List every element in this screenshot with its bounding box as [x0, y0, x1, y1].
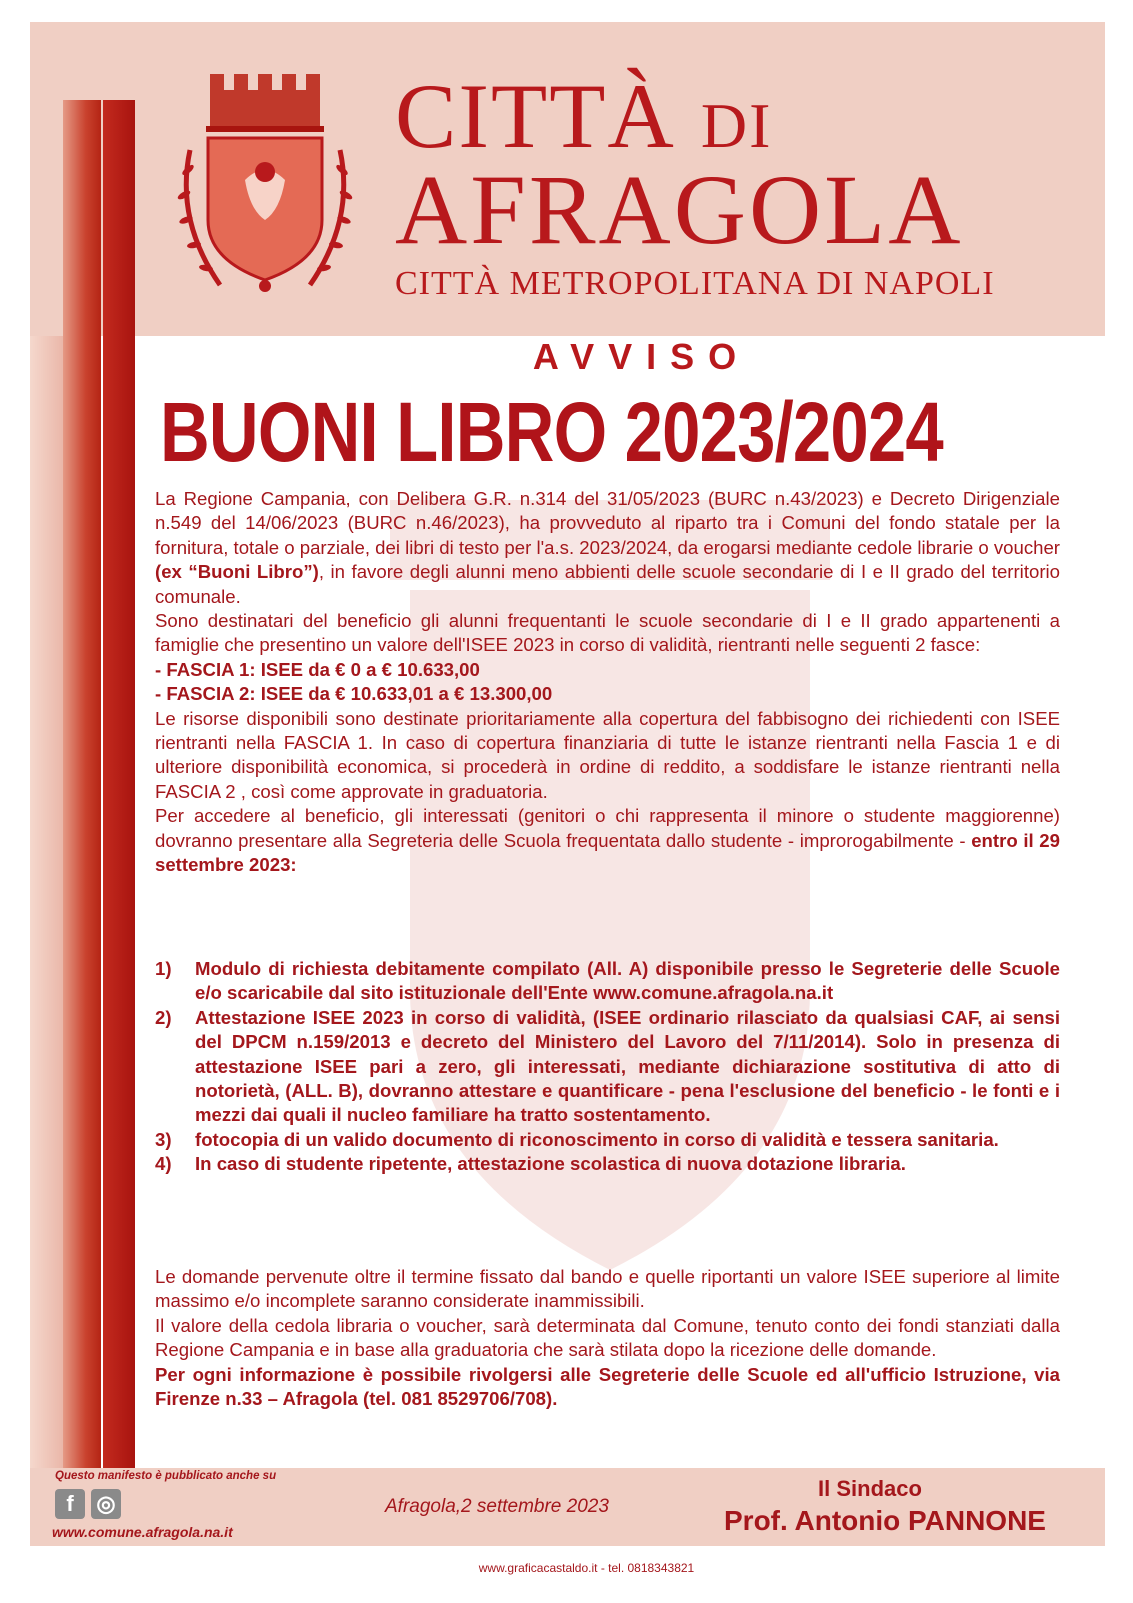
list-item — [155, 957, 1060, 1006]
list-item-number: 4) — [155, 1153, 172, 1175]
notice-label: AVVISO — [532, 336, 751, 377]
list-item-text: In caso di studente ripetente, attestazione scolastica di nuova dotazione libraria. — [195, 1153, 906, 1175]
instagram-icon[interactable]: ◎ — [91, 1489, 121, 1519]
list-item-number: 1) — [155, 958, 172, 979]
body-p1-bold: (ex “Buoni Libro”) — [155, 561, 319, 583]
mayor-label: Il Sindaco — [818, 1476, 922, 1501]
left-stripe-light — [30, 336, 66, 1496]
closing-paragraph-2: Il valore della cedola libraria o voucher, sarà determinata dal Comune, tenuto conto dei fondi stanziati dalla Regione Campania e in base alla graduatoria che sarà stilata dopo la ricezione delle domande. — [155, 1314, 1060, 1361]
body-paragraph-4 — [155, 804, 1060, 877]
fascia-1: - FASCIA 1: ISEE da € 0 a € 10.633,00 — [155, 658, 480, 680]
notice-title: BUONI LIBRO 2023/2024 — [160, 385, 943, 479]
city-title-afragola: AFRAGOLA — [395, 154, 964, 265]
list-item-number: 2) — [155, 1006, 172, 1028]
body-text — [155, 487, 1060, 878]
crest-emblem-icon — [170, 60, 360, 300]
left-stripe-gradient — [63, 100, 101, 1495]
left-stripe-dark — [103, 100, 135, 1495]
closing-text — [155, 1265, 1060, 1411]
footer-date: Afragola,2 settembre 2023 — [385, 1496, 609, 1517]
list-item-text: Attestazione ISEE 2023 in corso di validità, (ISEE ordinario rilasciato da qualsiasi CAF, ai sensi del DPCM n.159/2013 e decreto del Ministero del Lavoro del 7/11/2014). Solo in presenza di attestazione ISEE pari a zero, gli interessati, mediante dichiarazione sostitutiva di atto di notorietà, (ALL. B), dovranno attestare e quantificare - pena l'esclusione del beneficio - le fonti e i mezzi dai quali il nucleo familiare ha tratto sostentamento. — [195, 1006, 1060, 1126]
list-item — [155, 1128, 1060, 1152]
footer-website-link[interactable]: www.comune.afragola.na.it — [52, 1524, 233, 1540]
body-p1-end: , in favore degli alunni meno abbienti delle scuole secondarie di I e II grado del territorio comunale. — [155, 561, 1060, 607]
body-p1-text: La Regione Campania, con Delibera G.R. n.314 del 31/05/2023 (BURC n.43/2023) e Decreto Dirigenziale n.549 del 14/06/2023 (BURC n.46/2023), ha provveduto al riparto tra i Comuni del fondo statale per la fornitura, totale o parziale, dei libri di testo per l'a.s. 2023/2024, da erogarsi mediante cedole librarie o voucher — [155, 488, 1060, 558]
requirements-list — [155, 957, 1060, 1177]
mayor-name: Prof. Antonio PANNONE — [724, 1505, 1046, 1536]
deadline-text: entro il 29 settembre 2023: — [155, 829, 1060, 876]
list-item — [155, 1152, 1060, 1176]
list-item — [155, 1006, 1060, 1128]
social-icons — [55, 1489, 121, 1519]
closing-paragraph-1: Le domande pervenute oltre il termine fissato dal bando e quelle riportanti un valore ISEE superiore al limite massimo e/o incomplete saranno considerate inammissibili. — [155, 1266, 1060, 1312]
body-paragraph-3: Le risorse disponibili sono destinate prioritariamente alla copertura del fabbisogno dei richiedenti con ISEE rientranti nella FASCIA 1. In caso di copertura finanziaria di tutte le istanze rientranti nella Fascia 1 e di ulteriore disponibilità economica, si procederà in ordine di reddito, a soddisfare le istanze rientranti nella FASCIA 2 , così come approvate in graduatoria. — [155, 707, 1060, 802]
city-subtitle: CITTÀ METROPOLITANA DI NAPOLI — [395, 265, 995, 302]
list-item-text: fotocopia di un valido documento di riconoscimento in corso di validità e tessera sanitaria. — [195, 1128, 999, 1150]
footer-note: Questo manifesto è pubblicato anche su — [55, 1470, 277, 1482]
body-paragraph-1 — [155, 487, 1060, 609]
fascia-2: - FASCIA 2: ISEE da € 10.633,01 a € 13.300,00 — [155, 683, 553, 705]
city-title-di: DI — [700, 90, 773, 161]
list-item-number: 3) — [155, 1128, 172, 1150]
closing-contact-info: Per ogni informazione è possibile rivolgersi alle Segreterie delle Scuole ed all'ufficio Istruzione, via Firenze n.33 – Afragola (tel. 081 8529706/708). — [155, 1363, 1060, 1410]
city-title-citta: CITTÀ — [395, 65, 676, 167]
body-paragraph-2: Sono destinatari del beneficio gli alunni frequentanti le scuole secondarie di I e II grado appartenenti a famiglie che presentino un valore dell'ISEE 2023 in corso di validità, rientranti nelle seguenti 2 fasce: — [155, 610, 1060, 656]
body-p4-text: Per accedere al beneficio, gli interessati (genitori o chi rappresenta il minore o studente maggiorenne) dovranno presentare alla Segreteria delle Scuola frequentata dallo studente - improrogabilmente - — [155, 805, 1060, 851]
facebook-icon[interactable]: f — [55, 1489, 85, 1519]
list-item-text: Modulo di richiesta debitamente compilato (All. A) disponibile presso le Segreterie delle Scuole e/o scaricabile dal sito istituzionale dell'Ente www.comune.afragola.na.it — [195, 958, 1060, 1004]
printer-credits: www.graficacastaldo.it - tel. 0818343821 — [478, 1561, 695, 1575]
